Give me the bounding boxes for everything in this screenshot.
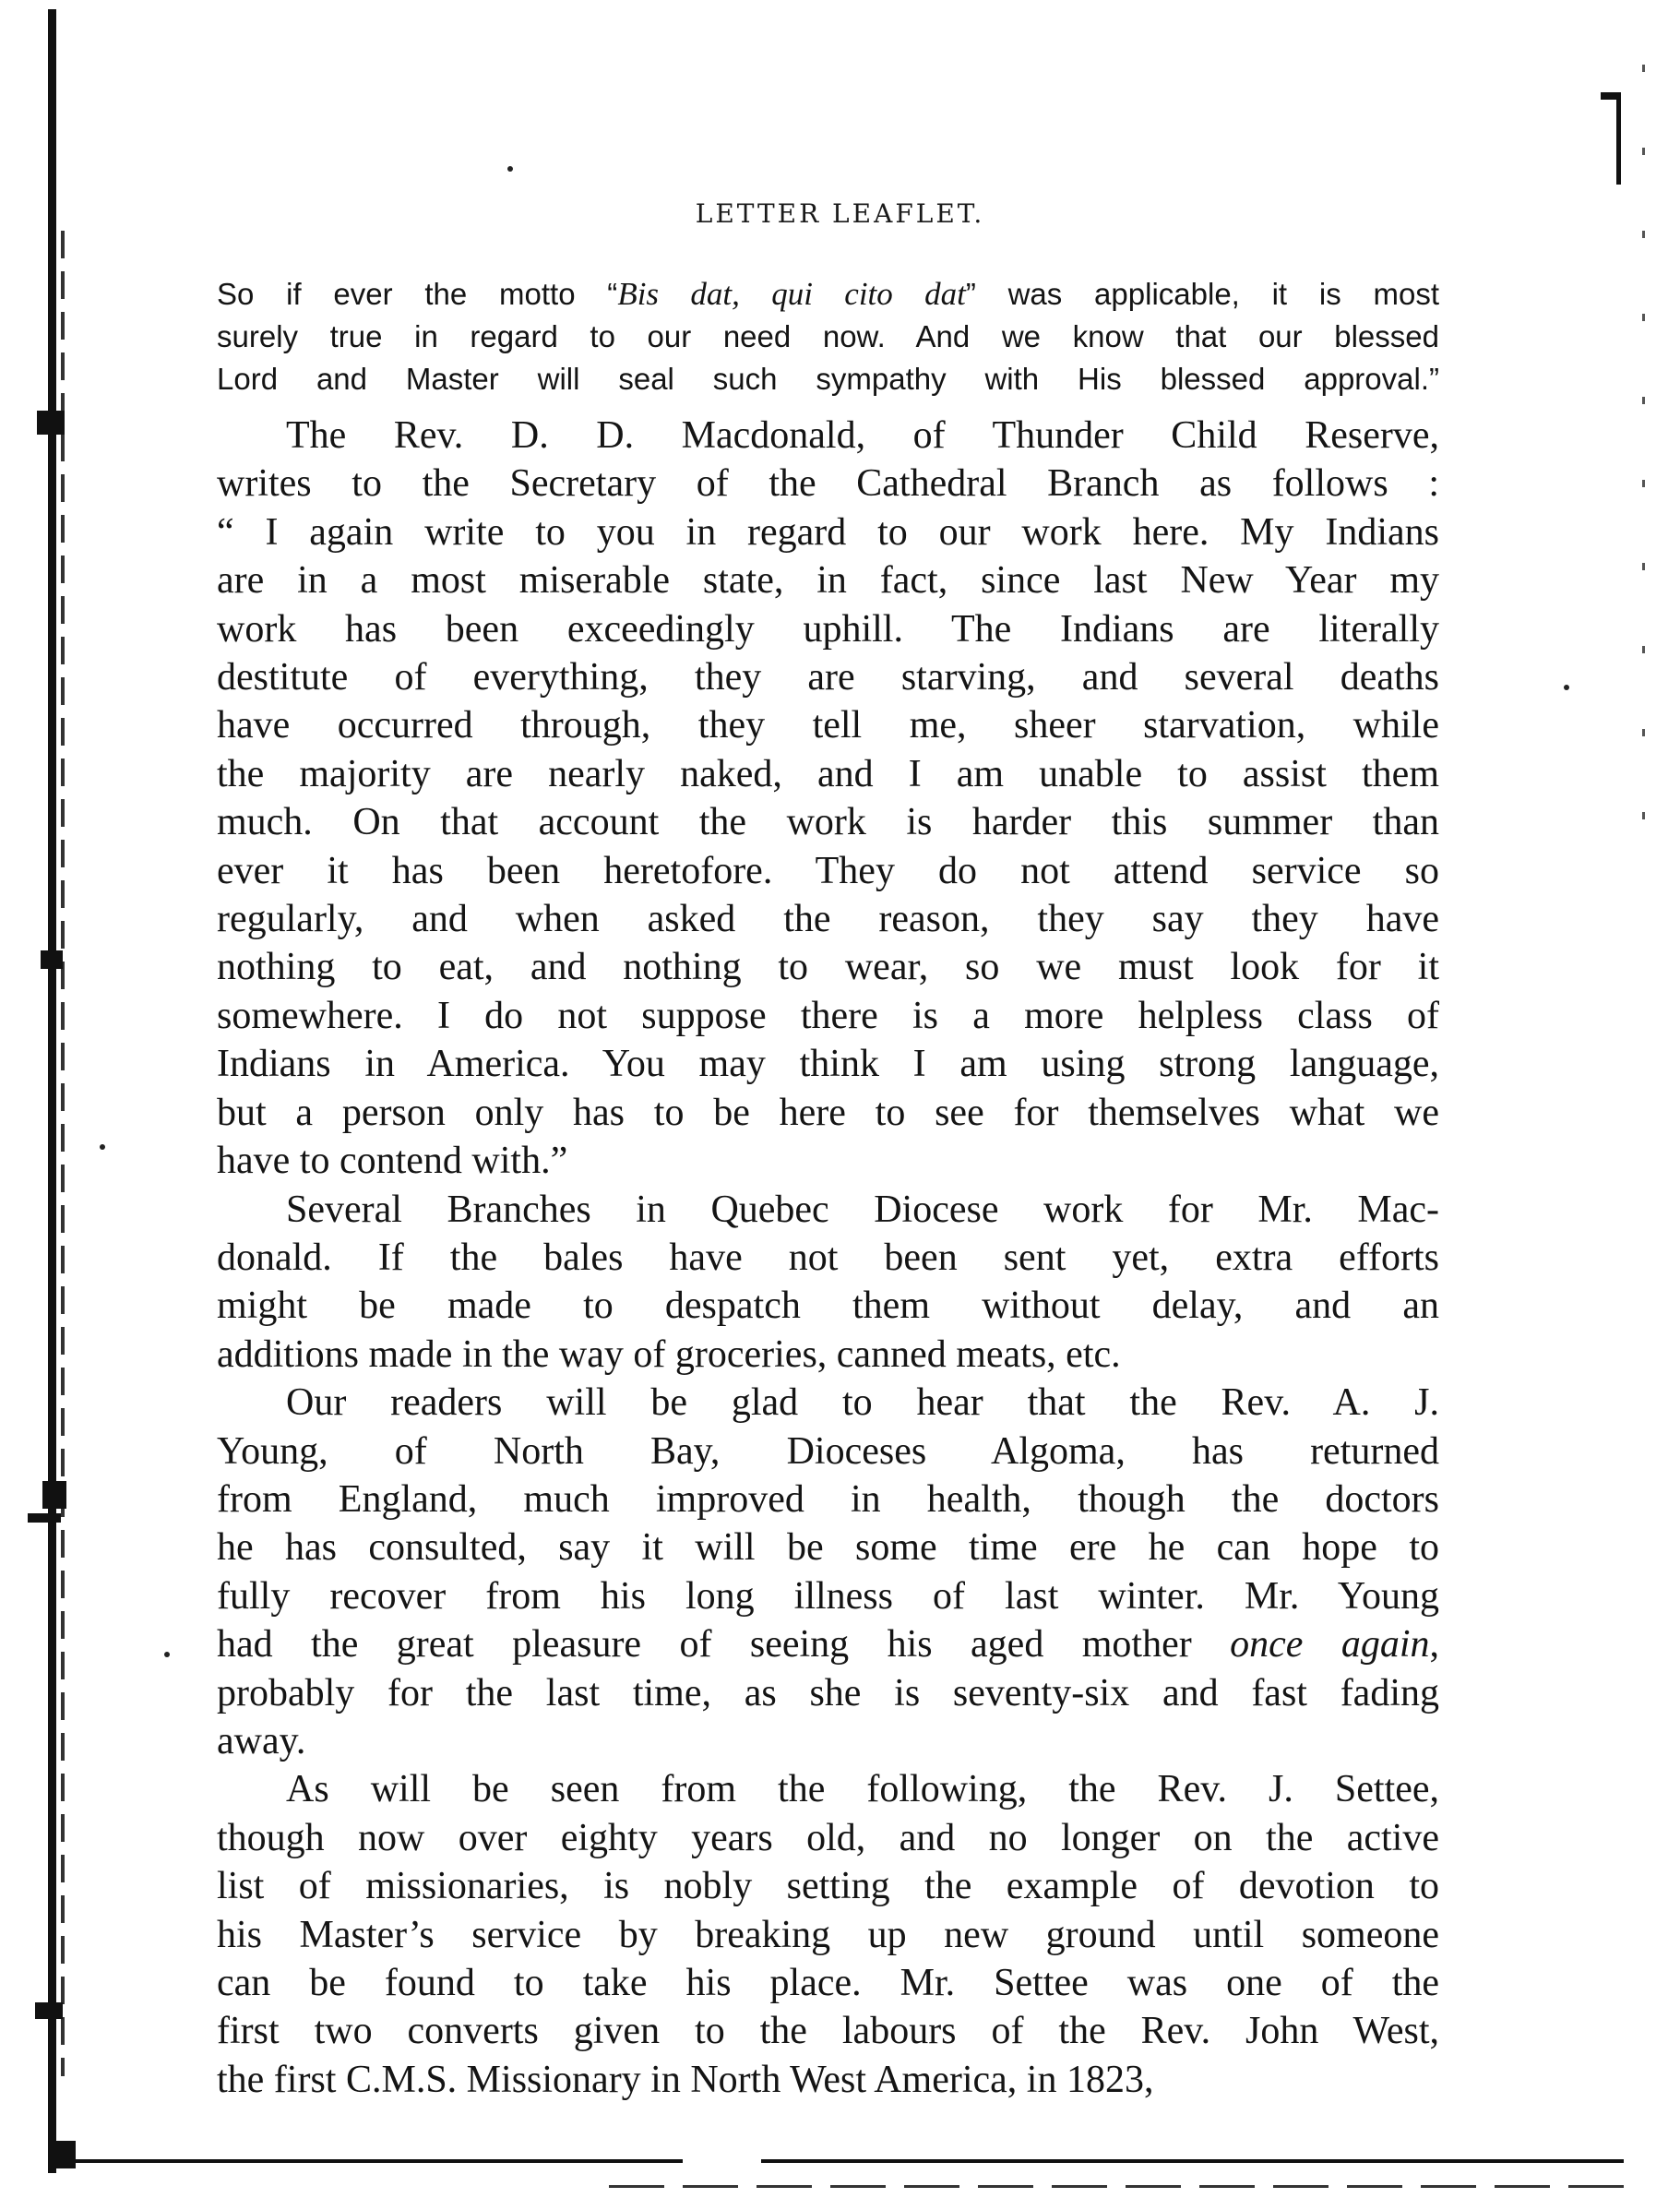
text-line: So if ever the motto “Bis dat, qui cito dat” was applicable, it is most [217, 276, 1439, 312]
binding-notch [37, 411, 65, 435]
text-line: list of missionaries, is nobly setting the example of devotion to [217, 1865, 1439, 1908]
paragraph [217, 1765, 1439, 2104]
text-line: but a person only has to be here to see for themselves what we [217, 1091, 1439, 1134]
binding-edge-shadow [61, 231, 65, 2076]
text-line: fully recover from his long illness of last winter. Mr. Young [217, 1574, 1439, 1618]
text-line: first two converts given to the labours of the Rev. John West, [217, 2010, 1439, 2053]
lede-paragraph [217, 273, 1439, 400]
binding-notch [28, 1513, 61, 1523]
binding-notch [48, 2141, 76, 2168]
text-line: surely true in regard to our need now. And we know that our blessed [217, 319, 1439, 353]
paragraph-list [217, 412, 1439, 2104]
text-line: “ I again write to you in regard to our work here. My Indians [217, 510, 1439, 554]
speck [507, 166, 513, 172]
margin-specks [1642, 28, 1645, 858]
running-head: LETTER LEAFLET. [695, 198, 985, 229]
text-line: might be made to despatch them without delay, and an [217, 1284, 1439, 1328]
latin-motto: Bis dat, qui cito dat [617, 276, 966, 312]
text-line: can be found to take his place. Mr. Settee was one of the [217, 1962, 1439, 2004]
text-line: are in a most miserable state, in fact, since last New Year my [217, 559, 1439, 603]
text-line: nothing to eat, and nothing to wear, so we must look for it [217, 946, 1439, 989]
binding-notch [42, 1481, 66, 1509]
bottom-edge-rule [55, 2159, 1624, 2163]
text-line: As will be seen from the following, the Rev. J. Settee, [286, 1768, 1439, 1811]
text-line: Our readers will be glad to hear that the Rev. A. J. [286, 1381, 1439, 1425]
text-line: somewhere. I do not suppose there is a more helpless class of [217, 994, 1439, 1037]
text-line: work has been exceedingly uphill. The Indians are literally [217, 607, 1439, 651]
speck [164, 1652, 170, 1657]
text-line: his Master’s service by breaking up new ground until someone [217, 1913, 1439, 1956]
text-line: though now over eighty years old, and no longer on the active [217, 1816, 1439, 1859]
bottom-edge-rule [609, 2185, 1624, 2188]
text-line: much. On that account the work is harder this summer than [217, 801, 1439, 844]
text-line: ever it has been heretofore. They do not attend service so [217, 849, 1439, 892]
body-text [217, 273, 1439, 2104]
margin-mark [1616, 92, 1621, 185]
text-line: the first C.M.S. Missionary in North West America, in 1823, [217, 2058, 1154, 2101]
text-line: probably for the last time, as she is seventy-six and fast fading [217, 1671, 1439, 1714]
text-line: writes to the Secretary of the Cathedral Branch as follows : [217, 462, 1439, 506]
text-line: Indians in America. You may think I am using strong language, [217, 1043, 1439, 1086]
text-line: away. [217, 1719, 306, 1762]
emphasis: once again [1230, 1623, 1430, 1666]
binding-edge [48, 9, 56, 2173]
text-line: had the great pleasure of seeing his aged mother once again, [217, 1623, 1439, 1666]
text-line: from England, much improved in health, though the doctors [217, 1477, 1439, 1521]
text-line: Young, of North Bay, Dioceses Algoma, has returned [217, 1429, 1439, 1473]
text-line: have to contend with.” [217, 1140, 568, 1183]
speck [1564, 685, 1569, 690]
speck [100, 1144, 105, 1150]
text-line: regularly, and when asked the reason, they say they have [217, 898, 1439, 941]
text-line: Lord and Master will seal such sympathy with His blessed approval.” [217, 362, 1439, 396]
text-line: have occurred through, they tell me, sheer starvation, while [217, 704, 1439, 747]
paragraph [217, 412, 1439, 1186]
text-line: destitute of everything, they are starving, and several deaths [217, 656, 1439, 699]
paragraph [217, 1379, 1439, 1765]
text-line: The Rev. D. D. Macdonald, of Thunder Child Reserve, [286, 414, 1439, 457]
text-line: donald. If the bales have not been sent yet, extra efforts [217, 1236, 1439, 1279]
paragraph [217, 1186, 1439, 1380]
text-line: Several Branches in Quebec Diocese work for Mr. Mac- [286, 1188, 1439, 1231]
binding-notch [35, 2002, 63, 2019]
text-line: additions made in the way of groceries, canned meats, etc. [217, 1332, 1121, 1376]
text-line: he has consulted, say it will be some time ere he can hope to [217, 1526, 1439, 1570]
binding-notch [41, 950, 63, 969]
text-line: the majority are nearly naked, and I am unable to assist them [217, 752, 1439, 795]
